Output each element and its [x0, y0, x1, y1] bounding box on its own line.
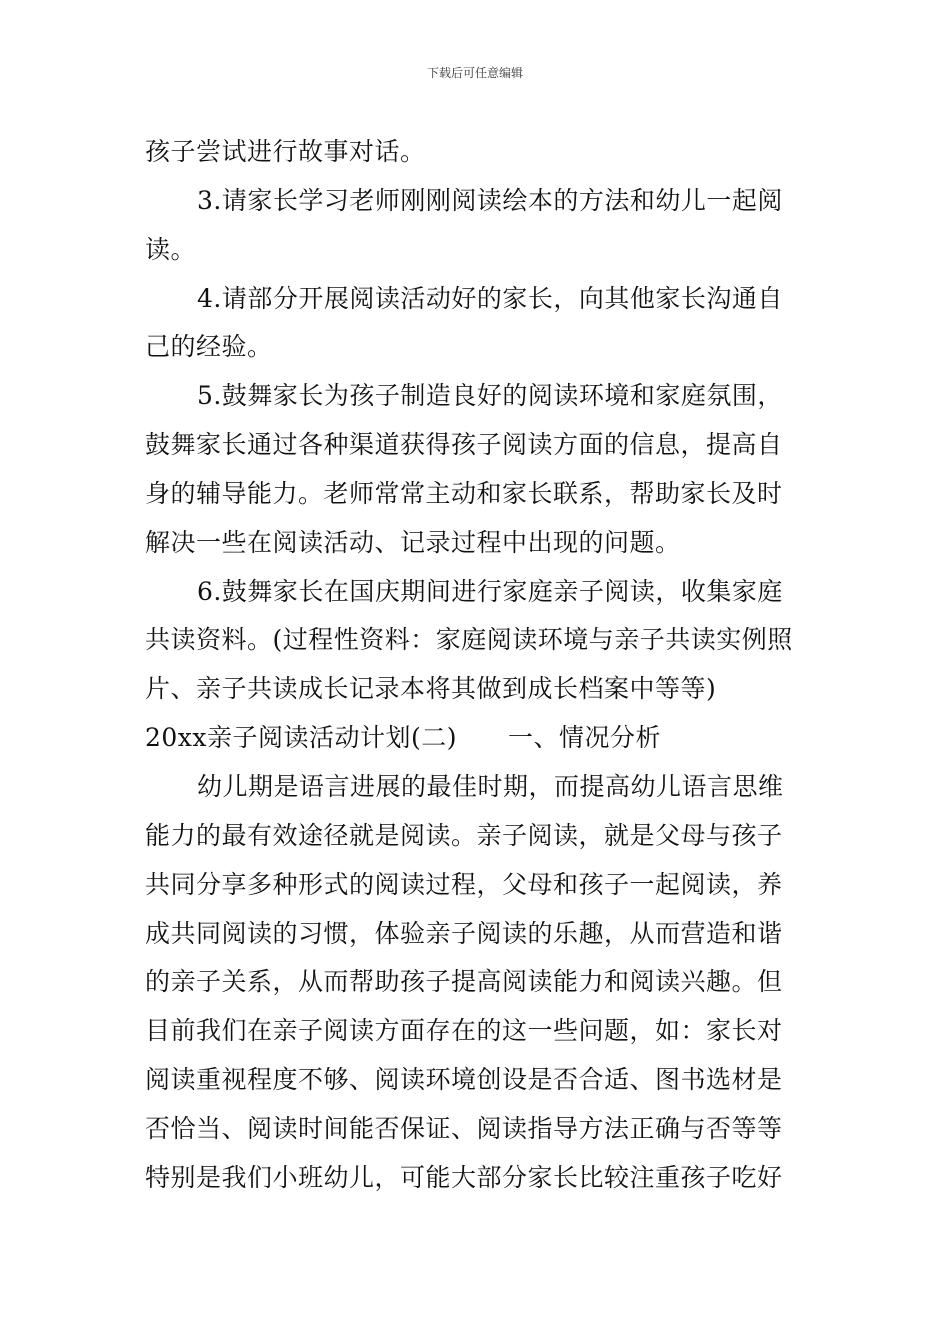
page-header-note: 下载后可任意编辑 [426, 66, 523, 80]
text-line: 己的经验。 [145, 332, 273, 362]
text-line: 否恰当、阅读时间能否保证、阅读指导方法正确与否等等 [145, 1113, 783, 1143]
text-line: 成共同阅读的习惯，体验亲子阅读的乐趣，从而营造和谐 [145, 918, 783, 948]
text-line: 鼓舞家长通过各种渠道获得孩子阅读方面的信息，提高自 [145, 430, 783, 460]
text-line: 5.鼓舞家长为孩子制造良好的阅读环境和家庭氛围， [197, 381, 783, 411]
text-line: 共同分享多种形式的阅读过程，父母和孩子一起阅读，养 [145, 869, 783, 899]
text-line: 特别是我们小班幼儿，可能大部分家长比较注重孩子吃好 [145, 1162, 783, 1192]
text-line: 目前我们在亲子阅读方面存在的这一些问题，如：家长对 [145, 1016, 783, 1046]
section-heading-line: 20xx亲子阅读活动计划(二) 一、情况分析 [145, 723, 662, 753]
text-line: 共读资料。(过程性资料：家庭阅读环境与亲子共读实例照 [145, 625, 793, 655]
text-line: 阅读重视程度不够、阅读环境创设是否合适、图书选材是 [145, 1065, 783, 1095]
text-line: 4.请部分开展阅读活动好的家长，向其他家长沟通自 [197, 283, 783, 313]
text-line: 孩子尝试进行故事对话。 [145, 137, 426, 166]
document-body [145, 128, 810, 1203]
text-line: 的亲子关系，从而帮助孩子提高阅读能力和阅读兴趣。但 [145, 967, 783, 997]
text-line: 6.鼓舞家长在国庆期间进行家庭亲子阅读，收集家庭 [197, 576, 783, 606]
text-line: 解决一些在阅读活动、记录过程中出现的问题。 [145, 527, 681, 557]
text-line: 幼儿期是语言进展的最佳时期，而提高幼儿语言思维 [197, 771, 784, 801]
text-line: 片、亲子共读成长记录本将其做到成长档案中等等) [145, 674, 717, 704]
text-line: 3.请家长学习老师刚刚阅读绘本的方法和幼儿一起阅 [197, 185, 783, 215]
text-line: 读。 [145, 234, 197, 264]
text-line: 能力的最有效途径就是阅读。亲子阅读，就是父母与孩子 [145, 820, 783, 850]
text-line: 身的辅导能力。老师常常主动和家长联系，帮助家长及时 [145, 478, 783, 508]
